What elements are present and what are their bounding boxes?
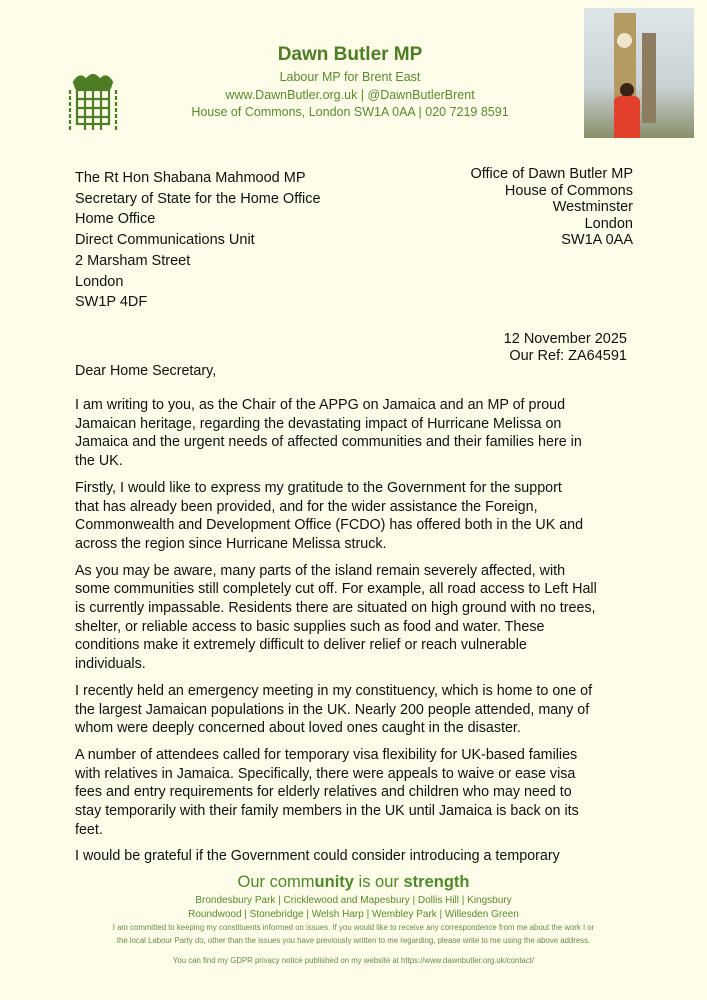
text-line: across the region since Hurricane Melissa struck.	[75, 535, 387, 552]
text-line: Jamaica and the urgent needs of affected communities and their families here in	[75, 434, 582, 451]
text-line: Jamaican heritage, regarding the devastating impact of Hurricane Melissa on	[75, 415, 562, 432]
mp-web: www.DawnButler.org.uk | @DawnButlerBrent	[225, 88, 475, 102]
text-line: with relatives in Jamaica. Specifically, there were appeals to waive or ease visa	[75, 765, 576, 782]
slogan-part: unity	[314, 873, 354, 891]
footer-slogan	[40, 873, 667, 892]
paragraph	[75, 847, 597, 866]
address-line: Home Office	[75, 211, 156, 228]
text-line: the UK.	[75, 453, 123, 470]
address-line: SW1A 0AA	[561, 232, 633, 249]
address-line: The Rt Hon Shabana Mahmood MP	[75, 170, 306, 186]
address-line: 2 Marsham Street	[75, 252, 191, 269]
footer-notice-2: the local Labour Party do, other than the issues you have previously written to me regarding, please write to me using the above address.	[116, 936, 591, 945]
footer-wards-1: Brondesbury Park | Cricklewood and Mapesbury | Dollis Hill | Kingsbury	[195, 895, 512, 906]
slogan-part: is our	[353, 873, 404, 891]
text-line: feet.	[75, 821, 103, 838]
text-line: Firstly, I would like to express my gratitude to the Government for the support	[75, 479, 562, 496]
address-line: House of Commons	[504, 182, 633, 199]
paragraph	[75, 396, 597, 471]
paragraph	[75, 682, 597, 738]
text-line: I am writing to you, as the Chair of the APPG on Jamaica and an MP of proud	[75, 397, 566, 413]
text-line: some communities still completely cut off. For example, all road access to Left Hall	[75, 581, 597, 598]
mp-name: Dawn Butler MP	[277, 44, 423, 65]
footer-gdpr: You can find my GDPR privacy notice published on my website at https://www.dawnbutler.org.uk/contact/	[172, 956, 535, 965]
date-block	[504, 331, 627, 364]
reference: Our Ref: ZA64591	[509, 347, 627, 364]
footer-notice-1: I am committed to keeping my constituents informed on issues. If you would like to receive any correspondence from me about the work I or	[112, 923, 595, 932]
text-line: I would be grateful if the Government could consider introducing a temporary	[75, 848, 560, 865]
sender-address	[470, 166, 633, 249]
address-line: SW1P 4DF	[75, 294, 148, 311]
letter-date: 12 November 2025	[503, 331, 627, 347]
slogan-part: Our comm	[237, 873, 315, 891]
text-line: fees and entry requirements for elderly relatives and children who may need to	[75, 784, 572, 801]
paragraph	[75, 562, 597, 674]
recipient-address	[75, 168, 321, 313]
address-line: London	[75, 273, 124, 290]
text-line: shelter, or reliable access to basic supplies such as food and water. These	[75, 618, 545, 635]
address-line: Direct Communications Unit	[75, 232, 255, 249]
portcullis-logo	[66, 68, 120, 134]
text-line: A number of attendees called for temporary visa flexibility for UK-based families	[75, 746, 578, 763]
mp-contact: House of Commons, London SW1A 0AA | 020 7219 8591	[191, 105, 509, 119]
text-line: As you may be aware, many parts of the island remain severely affected, with	[75, 562, 566, 579]
salutation: Dear Home Secretary,	[75, 363, 217, 379]
text-line: that has already been provided, and for the wider assistance the Foreign,	[75, 498, 538, 515]
address-line: Secretary of State for the Home Office	[75, 190, 321, 207]
text-line: stay temporarily with their family members in the UK until Jamaica is back on its	[75, 803, 579, 820]
slogan-part: strength	[403, 873, 470, 891]
address-line: Office of Dawn Butler MP	[470, 166, 633, 182]
address-line: London	[584, 215, 633, 232]
text-line: individuals.	[75, 656, 146, 673]
text-line: conditions make it extremely difficult to deliver relief or reach vulnerable	[75, 637, 527, 654]
paragraph	[75, 746, 597, 840]
text-line: whom were deeply concerned about loved ones caught in the disaster.	[75, 720, 521, 737]
mp-role: Labour MP for Brent East	[279, 70, 421, 84]
paragraph	[75, 479, 597, 554]
text-line: Commonwealth and Development Office (FCDO) has offered both in the UK and	[75, 517, 584, 534]
footer-wards-2: Roundwood | Stonebridge | Welsh Harp | Wembley Park | Willesden Green	[188, 909, 519, 920]
address-line: Westminster	[552, 199, 633, 216]
text-line: the largest Jamaican populations in the UK. Nearly 200 people attended, many of	[75, 701, 590, 718]
mp-photo	[584, 8, 694, 138]
text-line: I recently held an emergency meeting in my constituency, which is home to one of	[75, 682, 593, 699]
letter-body	[75, 362, 597, 874]
text-line: is currently impassable. Residents there are situated on high ground with no trees,	[75, 600, 596, 617]
